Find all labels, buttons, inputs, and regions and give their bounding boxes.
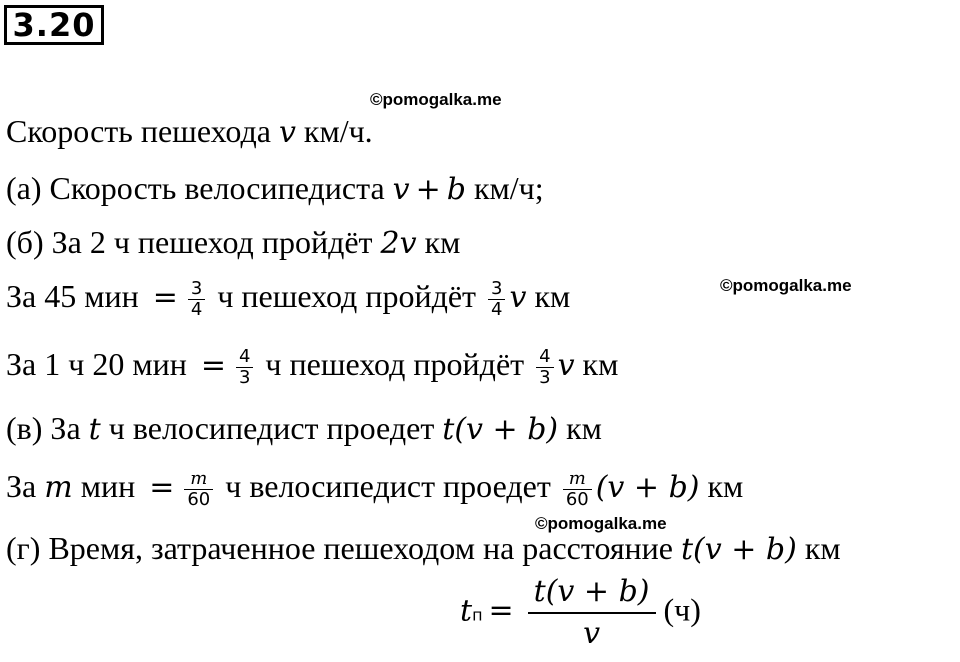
line-45-min — [6, 278, 570, 320]
fraction: $\frac{3}{4}$ — [488, 279, 505, 320]
text: ч пешеход пройдёт — [257, 346, 533, 382]
text: За 1 ч 20 мин — [6, 346, 195, 382]
math-op: = — [152, 280, 178, 315]
text: км — [796, 530, 841, 566]
math-var: v — [509, 280, 527, 315]
math-op: = — [200, 348, 226, 383]
text: км/ч; — [465, 170, 544, 206]
line-part-b — [6, 224, 460, 261]
text: (а) Скорость велосипедиста — [6, 170, 393, 206]
text: Скорость пешехода — [6, 113, 279, 149]
text: (г) Время, затраченное пешеходом на расстояние — [6, 530, 681, 566]
watermark-2: ©pomogalka.me — [720, 276, 852, 295]
text: За — [6, 468, 45, 504]
math-var: v — [392, 172, 410, 207]
math-expr: (v + b) — [595, 470, 700, 505]
text: (в) За — [6, 410, 89, 446]
math-expr: 2v — [380, 226, 417, 261]
text: км/ч. — [295, 113, 373, 149]
math-expr: t(v + b) — [681, 532, 797, 567]
math-op: + — [415, 172, 441, 207]
math-var: b — [446, 172, 466, 207]
watermark-1: ©pomogalka.me — [370, 90, 502, 109]
text: км — [574, 346, 619, 382]
problem-number: 3.20 — [4, 5, 104, 45]
text: За 45 мин — [6, 278, 147, 314]
line-m-min — [6, 468, 743, 510]
fraction: $\frac{m}{60}$ — [563, 469, 592, 510]
unit: (ч) — [663, 591, 701, 628]
text: км — [526, 278, 571, 314]
line-part-c — [6, 410, 602, 447]
line-1h20min — [6, 346, 618, 388]
text: ч велосипедист проедет — [100, 410, 443, 446]
fraction: $\frac{4}{3}$ — [536, 347, 553, 388]
math-expr: t(v + b) — [442, 412, 559, 447]
math-var: m — [44, 470, 73, 505]
math-var: t — [460, 593, 473, 629]
fraction: $\frac{3}{4}$ — [188, 279, 205, 320]
fraction: $\frac{m}{60}$ — [184, 469, 213, 510]
subscript: п — [472, 605, 483, 625]
math-op: = — [149, 470, 175, 505]
text: км — [416, 224, 461, 260]
watermark-3: ©pomogalka.me — [535, 514, 667, 533]
text: км — [699, 468, 744, 504]
math-op: = — [488, 593, 514, 629]
line-part-d — [6, 530, 841, 567]
fraction: $\frac{t(v + b)}{v}$ — [528, 572, 656, 654]
text: мин — [72, 468, 144, 504]
line-part-a — [6, 170, 544, 207]
math-var: v — [557, 348, 575, 383]
time-formula — [460, 572, 701, 654]
text: ч велосипедист проедет — [217, 468, 559, 504]
math-var: t — [88, 412, 101, 447]
text: км — [558, 410, 602, 446]
text: (б) За 2 ч пешеход пройдёт — [6, 224, 381, 260]
math-var: v — [278, 115, 296, 150]
text: ч пешеход пройдёт — [209, 278, 485, 314]
line-pedestrian-speed — [6, 113, 373, 150]
fraction: $\frac{4}{3}$ — [236, 347, 253, 388]
